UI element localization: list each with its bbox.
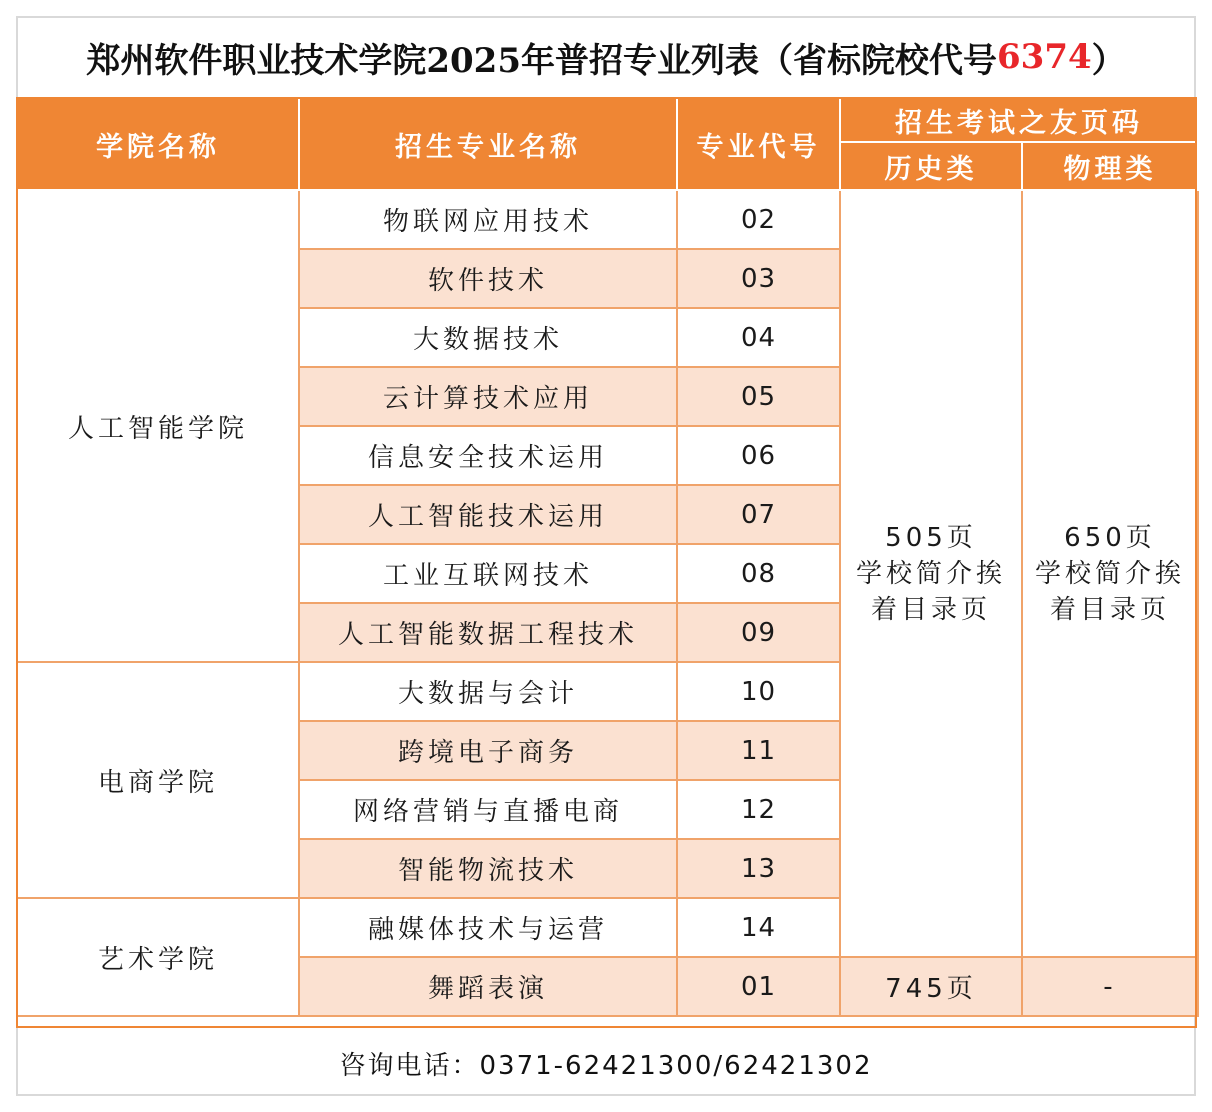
major-name: 物联网应用技术	[299, 190, 677, 249]
header-physics: 物理类	[1022, 142, 1198, 190]
header-history: 历史类	[840, 142, 1022, 190]
physics-page-number: 650页	[1064, 522, 1156, 553]
major-code: 13	[677, 839, 840, 898]
major-name: 信息安全技术运用	[299, 426, 677, 485]
major-code: 07	[677, 485, 840, 544]
major-name: 融媒体技术与运营	[299, 898, 677, 957]
school-code: 6374	[997, 37, 1092, 77]
physics-pages	[1022, 190, 1198, 957]
title-close: ）	[1091, 40, 1126, 81]
major-name: 智能物流技术	[299, 839, 677, 898]
major-code: 05	[677, 367, 840, 426]
contact-phone: 咨询电话：0371-62421300/62421302	[339, 1050, 873, 1081]
major-code: 14	[677, 898, 840, 957]
major-name: 人工智能数据工程技术	[299, 603, 677, 662]
header-major: 招生专业名称	[299, 98, 677, 190]
college-ai: 人工智能学院	[17, 190, 299, 662]
page-title	[16, 16, 1196, 98]
major-name: 网络营销与直播电商	[299, 780, 677, 839]
major-name: 跨境电子商务	[299, 721, 677, 780]
major-code: 12	[677, 780, 840, 839]
title-text: 郑州软件职业技术学院2025年普招专业列表（省标院校代号	[86, 40, 997, 81]
major-name: 云计算技术应用	[299, 367, 677, 426]
physics-note-line2: 着目录页	[1049, 594, 1170, 625]
dance-history-page: 745页	[840, 957, 1022, 1016]
header-code: 专业代号	[677, 98, 840, 190]
majors-table	[16, 97, 1199, 1017]
college-art: 艺术学院	[17, 898, 299, 1016]
major-code: 08	[677, 544, 840, 603]
major-code: 11	[677, 721, 840, 780]
history-note-line1: 学校简介挨	[855, 558, 1006, 589]
header-college: 学院名称	[17, 98, 299, 190]
major-name: 工业互联网技术	[299, 544, 677, 603]
college-ecommerce: 电商学院	[17, 662, 299, 898]
history-page-number: 505页	[885, 522, 977, 553]
major-name: 软件技术	[299, 249, 677, 308]
header-pages-group: 招生考试之友页码	[840, 98, 1198, 142]
major-code: 02	[677, 190, 840, 249]
history-pages	[840, 190, 1022, 957]
physics-note-line1: 学校简介挨	[1034, 558, 1185, 589]
major-code: 10	[677, 662, 840, 721]
major-code: 06	[677, 426, 840, 485]
major-name: 大数据与会计	[299, 662, 677, 721]
major-name: 舞蹈表演	[299, 957, 677, 1016]
major-name: 大数据技术	[299, 308, 677, 367]
major-code: 03	[677, 249, 840, 308]
dance-physics-page: -	[1022, 957, 1198, 1016]
major-name: 人工智能技术运用	[299, 485, 677, 544]
history-note-line2: 着目录页	[870, 594, 991, 625]
major-code: 09	[677, 603, 840, 662]
major-code: 01	[677, 957, 840, 1016]
major-code: 04	[677, 308, 840, 367]
